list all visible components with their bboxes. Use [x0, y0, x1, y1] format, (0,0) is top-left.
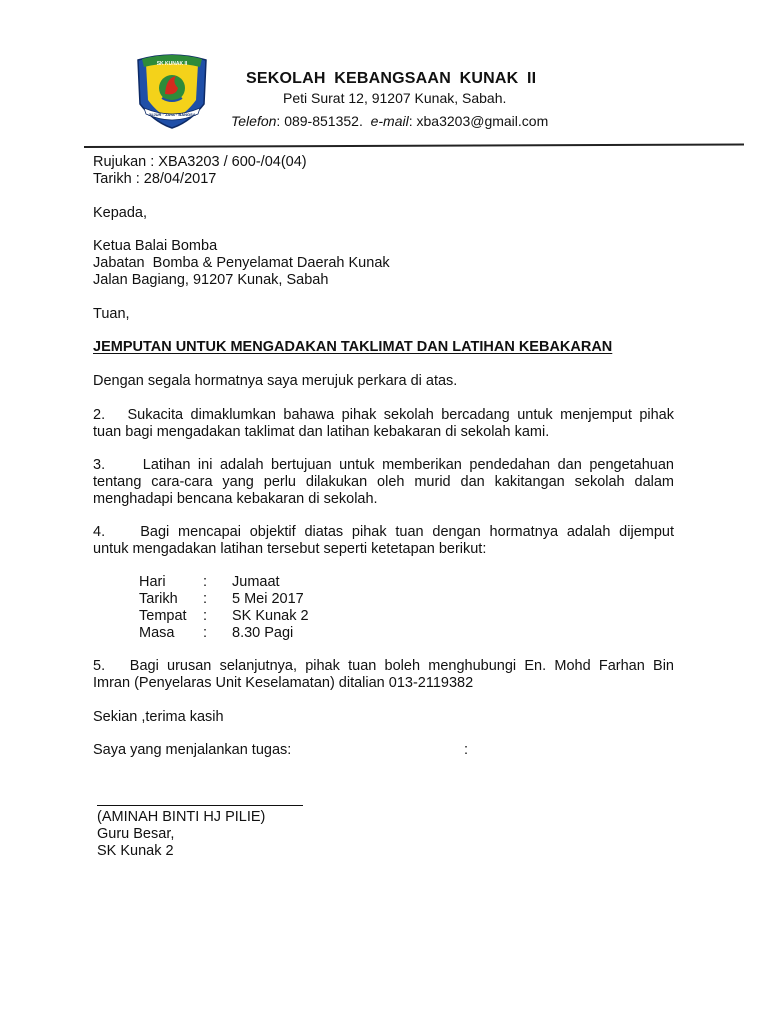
- detail-label: Tarikh: [139, 591, 178, 607]
- recipient-line-2: Jabatan Bomba & Penyelamat Daerah Kunak: [93, 255, 390, 271]
- letter-subject: JEMPUTAN UNTUK MENGADAKAN TAKLIMAT DAN LATIHAN KEBAKARAN: [93, 339, 613, 355]
- salutation: Tuan,: [93, 306, 130, 322]
- paragraph-5-line-2: Imran (Penyelaras Unit Keselamatan) ditalian 013-2119382: [93, 675, 474, 691]
- recipient-heading: Kepada,: [93, 205, 148, 221]
- school-address: Peti Surat 12, 91207 Kunak, Sabah.: [283, 90, 507, 106]
- signatory-name: (AMINAH BINTI HJ PILIE): [97, 809, 266, 825]
- detail-value: 8.30 Pagi: [232, 625, 294, 641]
- detail-separator: :: [203, 625, 208, 641]
- paragraph-4-line-2: untuk mengadakan latihan tersebut seperti ketetapan berikut:: [93, 541, 487, 557]
- detail-separator: :: [203, 591, 208, 607]
- paragraph-3: [93, 457, 674, 508]
- paragraph-3-line-3: menghadapi bencana kebakaran di sekolah.: [93, 491, 378, 507]
- school-crest-logo: [132, 50, 212, 130]
- paragraph-4: [93, 524, 674, 558]
- school-contact: [231, 113, 548, 129]
- detail-label: Masa: [139, 625, 175, 641]
- detail-separator: :: [203, 574, 208, 590]
- school-name: SEKOLAH KEBANGSAAN KUNAK II: [246, 70, 537, 87]
- duty-statement: Saya yang menjalankan tugas:: [93, 742, 292, 758]
- letter-date: Tarikh : 28/04/2017: [93, 171, 217, 187]
- phone-number: : 089-851352.: [276, 113, 363, 129]
- crest-banner-text: SK KUNAK II: [156, 61, 188, 67]
- detail-value: SK Kunak 2: [232, 608, 309, 624]
- recipient-line-3: Jalan Bagiang, 91207 Kunak, Sabah: [93, 272, 329, 288]
- crest-motto: JUJUR · JAYA · BANGSA: [148, 112, 196, 117]
- detail-value: Jumaat: [232, 574, 280, 590]
- recipient-line-1: Ketua Balai Bomba: [93, 238, 218, 254]
- signature-line: [97, 805, 303, 806]
- letterhead-divider: [84, 143, 744, 148]
- email-address: : xba3203@gmail.com: [408, 113, 549, 129]
- detail-label: Hari: [139, 574, 166, 590]
- phone-label: Telefon: [231, 113, 277, 129]
- paragraph-2: [93, 407, 674, 441]
- signatory-school: SK Kunak 2: [97, 843, 174, 859]
- email-label: e-mail: [370, 113, 409, 129]
- detail-separator: :: [203, 608, 208, 624]
- paragraph-3-line-2: tentang cara-cara yang perlu dilakukan oleh murid dan kakitangan sekolah dalam: [93, 474, 674, 490]
- signatory-title: Guru Besar,: [97, 826, 175, 842]
- paragraph-5: [93, 658, 674, 692]
- paragraph-4-line-1: 4. Bagi mencapai objektif diatas pihak tuan dengan hormatnya adalah dijemput: [93, 524, 674, 540]
- reference-number: Rujukan : XBA3203 / 600-/04(04): [93, 154, 307, 170]
- paragraph-2-line-1: 2. Sukacita dimaklumkan bahawa pihak sekolah bercadang untuk menjemput pihak: [93, 407, 674, 423]
- paragraph-5-line-1: 5. Bagi urusan selanjutnya, pihak tuan boleh menghubungi En. Mohd Farhan Bin: [93, 658, 674, 674]
- detail-value: 5 Mei 2017: [232, 591, 304, 607]
- paragraph-1: Dengan segala hormatnya saya merujuk perkara di atas.: [93, 373, 458, 389]
- paragraph-2-line-2: tuan bagi mengadakan taklimat dan latihan kebakaran di sekolah kami.: [93, 424, 550, 440]
- paragraph-3-line-1: 3. Latihan ini adalah bertujuan untuk memberikan pendedahan dan pengetahuan: [93, 457, 674, 473]
- detail-label: Tempat: [139, 608, 187, 624]
- duty-statement-colon: :: [464, 742, 469, 758]
- closing-remark: Sekian ,terima kasih: [93, 709, 224, 725]
